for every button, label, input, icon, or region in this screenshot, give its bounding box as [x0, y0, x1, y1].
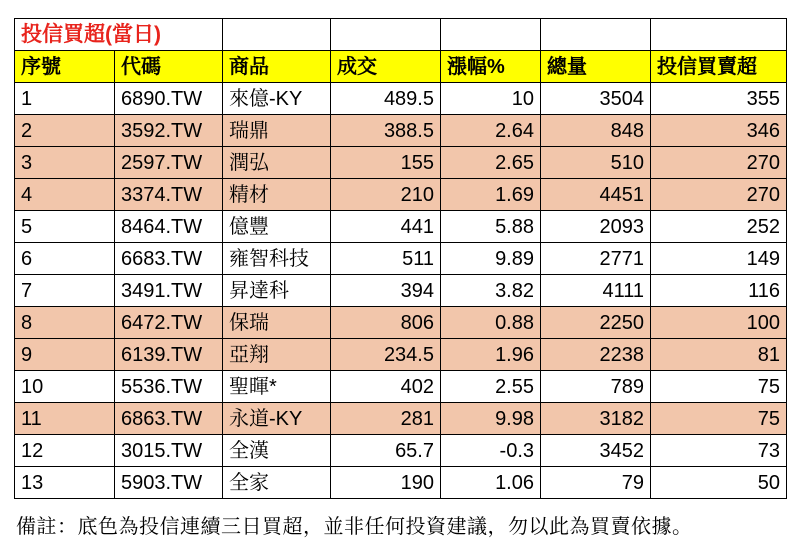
cell-price: 402	[331, 371, 441, 403]
table-row	[15, 467, 787, 499]
cell-volume: 2771	[541, 243, 651, 275]
table-row	[15, 371, 787, 403]
cell-volume: 4111	[541, 275, 651, 307]
cell-volume: 2250	[541, 307, 651, 339]
cell-serial: 9	[15, 339, 115, 371]
cell-change: 2.55	[441, 371, 541, 403]
column-header-product: 商品	[223, 51, 331, 83]
cell-net: 149	[651, 243, 787, 275]
column-header-price: 成交	[331, 51, 441, 83]
cell-change: -0.3	[441, 435, 541, 467]
cell-product: 精材	[223, 179, 331, 211]
cell-serial: 7	[15, 275, 115, 307]
cell-volume: 2093	[541, 211, 651, 243]
table-row	[15, 435, 787, 467]
cell-product: 亞翔	[223, 339, 331, 371]
cell-volume: 789	[541, 371, 651, 403]
cell-change: 1.06	[441, 467, 541, 499]
cell-change: 5.88	[441, 211, 541, 243]
cell-serial: 4	[15, 179, 115, 211]
cell-serial: 11	[15, 403, 115, 435]
cell-price: 190	[331, 467, 441, 499]
table-row	[15, 307, 787, 339]
cell-product: 全漢	[223, 435, 331, 467]
cell-price: 511	[331, 243, 441, 275]
cell-price: 210	[331, 179, 441, 211]
cell-net: 81	[651, 339, 787, 371]
table-row	[15, 339, 787, 371]
cell-serial: 5	[15, 211, 115, 243]
cell-code: 6139.TW	[115, 339, 223, 371]
cell-price: 234.5	[331, 339, 441, 371]
cell-product: 全家	[223, 467, 331, 499]
cell-serial: 8	[15, 307, 115, 339]
cell-code: 6472.TW	[115, 307, 223, 339]
title-blank-cell-5	[651, 19, 787, 51]
cell-net: 355	[651, 83, 787, 115]
cell-code: 6890.TW	[115, 83, 223, 115]
cell-price: 65.7	[331, 435, 441, 467]
cell-serial: 1	[15, 83, 115, 115]
cell-net: 73	[651, 435, 787, 467]
cell-change: 9.98	[441, 403, 541, 435]
cell-serial: 10	[15, 371, 115, 403]
cell-code: 3374.TW	[115, 179, 223, 211]
cell-volume: 510	[541, 147, 651, 179]
table-row	[15, 147, 787, 179]
cell-net: 346	[651, 115, 787, 147]
cell-code: 8464.TW	[115, 211, 223, 243]
cell-product: 昇達科	[223, 275, 331, 307]
cell-code: 2597.TW	[115, 147, 223, 179]
cell-serial: 6	[15, 243, 115, 275]
column-header-volume: 總量	[541, 51, 651, 83]
cell-net: 75	[651, 371, 787, 403]
cell-volume: 2238	[541, 339, 651, 371]
cell-change: 2.65	[441, 147, 541, 179]
cell-price: 394	[331, 275, 441, 307]
cell-code: 5536.TW	[115, 371, 223, 403]
table-title: 投信買超(當日)	[15, 19, 223, 51]
cell-change: 2.64	[441, 115, 541, 147]
title-blank-cell-3	[441, 19, 541, 51]
cell-change: 9.89	[441, 243, 541, 275]
cell-volume: 848	[541, 115, 651, 147]
table-row	[15, 83, 787, 115]
title-blank-cell-1	[223, 19, 331, 51]
cell-price: 281	[331, 403, 441, 435]
cell-change: 1.69	[441, 179, 541, 211]
cell-volume: 79	[541, 467, 651, 499]
cell-volume: 3452	[541, 435, 651, 467]
cell-price: 155	[331, 147, 441, 179]
table-header-row	[15, 51, 787, 83]
cell-serial: 2	[15, 115, 115, 147]
cell-change: 3.82	[441, 275, 541, 307]
cell-code: 3491.TW	[115, 275, 223, 307]
cell-net: 252	[651, 211, 787, 243]
cell-change: 1.96	[441, 339, 541, 371]
cell-code: 6863.TW	[115, 403, 223, 435]
cell-code: 3592.TW	[115, 115, 223, 147]
table-row	[15, 115, 787, 147]
table-row	[15, 211, 787, 243]
column-header-change: 漲幅%	[441, 51, 541, 83]
title-blank-cell-2	[331, 19, 441, 51]
column-header-code: 代碼	[115, 51, 223, 83]
stock-table-body	[15, 19, 787, 499]
cell-change: 0.88	[441, 307, 541, 339]
table-row	[15, 243, 787, 275]
cell-product: 保瑞	[223, 307, 331, 339]
cell-product: 潤弘	[223, 147, 331, 179]
cell-price: 388.5	[331, 115, 441, 147]
table-row	[15, 275, 787, 307]
cell-net: 75	[651, 403, 787, 435]
cell-volume: 3182	[541, 403, 651, 435]
table-title-row	[15, 19, 787, 51]
cell-price: 806	[331, 307, 441, 339]
table-row	[15, 403, 787, 435]
cell-product: 來億-KY	[223, 83, 331, 115]
cell-product: 永道-KY	[223, 403, 331, 435]
cell-product: 聖暉*	[223, 371, 331, 403]
table-row	[15, 179, 787, 211]
cell-price: 441	[331, 211, 441, 243]
cell-serial: 3	[15, 147, 115, 179]
cell-net: 116	[651, 275, 787, 307]
column-header-net: 投信買賣超	[651, 51, 787, 83]
stock-table	[14, 18, 787, 499]
cell-code: 5903.TW	[115, 467, 223, 499]
cell-serial: 12	[15, 435, 115, 467]
cell-net: 270	[651, 147, 787, 179]
stock-table-container	[14, 18, 786, 499]
cell-product: 雍智科技	[223, 243, 331, 275]
column-header-serial: 序號	[15, 51, 115, 83]
cell-volume: 4451	[541, 179, 651, 211]
cell-change: 10	[441, 83, 541, 115]
cell-product: 億豐	[223, 211, 331, 243]
cell-serial: 13	[15, 467, 115, 499]
cell-volume: 3504	[541, 83, 651, 115]
cell-net: 270	[651, 179, 787, 211]
footer-note: 備註：底色為投信連續三日買超，並非任何投資建議，勿以此為買賣依據。	[16, 516, 693, 538]
cell-net: 50	[651, 467, 787, 499]
cell-net: 100	[651, 307, 787, 339]
cell-code: 3015.TW	[115, 435, 223, 467]
cell-code: 6683.TW	[115, 243, 223, 275]
cell-product: 瑞鼎	[223, 115, 331, 147]
title-blank-cell-4	[541, 19, 651, 51]
cell-price: 489.5	[331, 83, 441, 115]
